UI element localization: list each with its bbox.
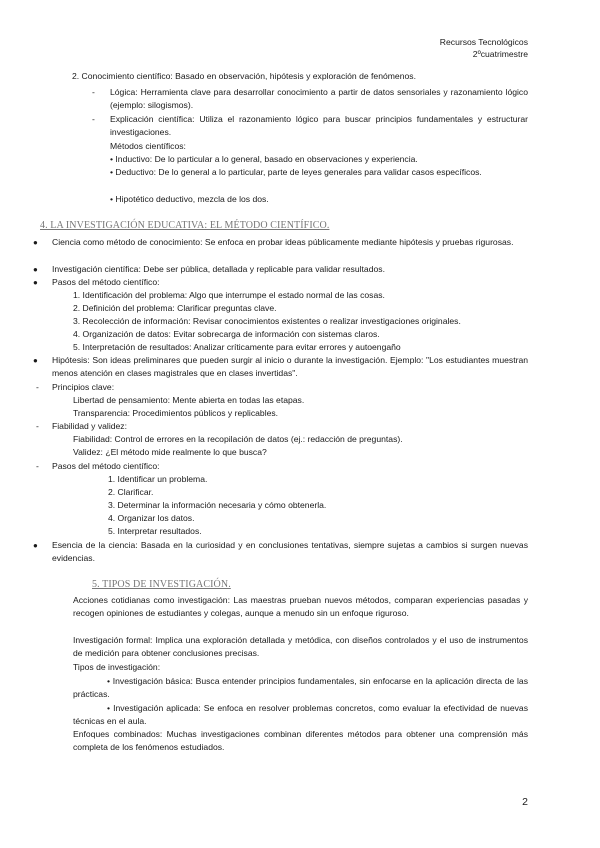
metodo-hipotetico: • Hipotético deductivo, mezcla de los dos. xyxy=(110,194,269,204)
step-item: 4. Organización de datos: Evitar sobrecarga de información con sistemas claros. xyxy=(73,329,380,339)
item-conocimiento-cientifico: 2. Conocimiento científico: Basado en observación, hipótesis y exploración de fenómenos. xyxy=(72,71,416,81)
section-5-heading: 5. TIPOS DE INVESTIGACIÓN. xyxy=(92,579,231,590)
dash-marker: - xyxy=(36,421,39,431)
bullet-marker: ● xyxy=(33,265,38,274)
section-4-heading: 4. LA INVESTIGACIÓN EDUCATIVA: EL MÉTODO CIENTÍFICO. xyxy=(40,220,330,231)
principio-item: Libertad de pensamiento: Mente abierta en todas las etapas. xyxy=(73,395,305,405)
step-item: 3. Recolección de información: Revisar conocimientos existentes o realizar investigaciones originales. xyxy=(73,316,461,326)
investigacion-basica-paragraph: • Investigación básica: Busca entender principios fundamentales, sin enfocarse en la aplicación directa de las prácticas. xyxy=(73,676,528,700)
principios-title: Principios clave: xyxy=(52,382,115,392)
paso-item: 2. Clarificar. xyxy=(108,487,154,497)
step-item: 5. Interpretación de resultados: Analizar críticamente para evitar errores y autoengaño xyxy=(73,342,401,352)
metodos-title: Métodos científicos: xyxy=(110,141,186,151)
metodo-deductivo: • Deductivo: De lo general a lo particular, parte de leyes generales para validar casos específicos. xyxy=(110,167,482,177)
bullet-marker: ● xyxy=(33,356,38,365)
tipos-title: Tipos de investigación: xyxy=(73,662,161,672)
bullet-marker: ● xyxy=(33,238,38,247)
explicacion-paragraph: Explicación científica: Utiliza el razonamiento lógico para buscar principios fundamentales y estructurar investigaciones. xyxy=(110,114,528,138)
step-item: 2. Definición del problema: Clarificar preguntas clave. xyxy=(73,303,277,313)
dash-marker: - xyxy=(36,461,39,471)
investigacion-aplicada-paragraph: • Investigación aplicada: Se enfoca en resolver problemas concretos, como evaluar la efectividad de nuevas técnicas en el aula. xyxy=(73,703,528,727)
page-number: 2 xyxy=(522,796,528,808)
header-term: 2ºcuatrimestre xyxy=(472,49,528,59)
pasos-title: Pasos del método científico: xyxy=(52,277,160,287)
enfoques-combinados-paragraph: Enfoques combinados: Muchas investigaciones combinan diferentes métodos para obtener una comprensión más completa de los fenómenos estudiados. xyxy=(73,729,528,753)
ciencia-metodo-paragraph: Ciencia como método de conocimiento: Se enfoca en probar ideas públicamente mediante hipótesis y pruebas rigurosas. xyxy=(52,237,514,247)
bullet-marker: ● xyxy=(33,278,38,287)
bullet-marker: ● xyxy=(33,541,38,550)
validez-item: Validez: ¿El método mide realmente lo que busca? xyxy=(73,447,267,457)
investigacion-formal-paragraph: Investigación formal: Implica una exploración detallada y metódica, con diseños controlados y el uso de instrumentos de medición para obtener conclusiones precisas. xyxy=(73,635,528,659)
esencia-ciencia-paragraph: Esencia de la ciencia: Basada en la curiosidad y en conclusiones tentativas, siempre sujetas a cambios si surgen nuevas evidencias. xyxy=(52,540,528,564)
paso-item: 1. Identificar un problema. xyxy=(108,474,208,484)
dash-marker: - xyxy=(36,382,39,392)
acciones-cotidianas-paragraph: Acciones cotidianas como investigación: Las maestras prueban nuevos métodos, comparan experiencias pasadas y recogen opiniones de estudiantes y colegas, aunque a menudo sin un enfoque riguroso. xyxy=(73,595,528,619)
metodo-inductivo: • Inductivo: De lo particular a lo general, basado en observaciones y experiencia. xyxy=(110,154,418,164)
fiabilidad-item: Fiabilidad: Control de errores en la recopilación de datos (ej.: redacción de preguntas). xyxy=(73,434,403,444)
paso-item: 3. Determinar la información necesaria y cómo obtenerla. xyxy=(108,500,327,510)
pasos-metodo-title: Pasos del método científico: xyxy=(52,461,160,471)
paso-item: 4. Organizar los datos. xyxy=(108,513,195,523)
dash-marker: - xyxy=(92,87,95,97)
paso-item: 5. Interpretar resultados. xyxy=(108,526,202,536)
investigacion-cientifica-item: Investigación científica: Debe ser pública, detallada y replicable para validar resultados. xyxy=(52,264,385,274)
logica-paragraph: Lógica: Herramienta clave para desarrollar conocimiento a partir de datos sensoriales y razonamiento lógico (ejemplo: silogismos). xyxy=(110,87,528,111)
step-item: 1. Identificación del problema: Algo que interrumpe el estado normal de las cosas. xyxy=(73,290,385,300)
header-course: Recursos Tecnológicos xyxy=(439,37,528,47)
dash-marker: - xyxy=(92,114,95,124)
fiabilidad-title: Fiabilidad y validez: xyxy=(52,421,127,431)
hipotesis-paragraph: Hipótesis: Son ideas preliminares que pueden surgir al inicio o durante la investigación. Ejemplo: "Los estudiantes muestran menos atención en clases magistrales que en clases invertidas". xyxy=(52,355,528,379)
principio-item: Transparencia: Procedimientos públicos y replicables. xyxy=(73,408,279,418)
